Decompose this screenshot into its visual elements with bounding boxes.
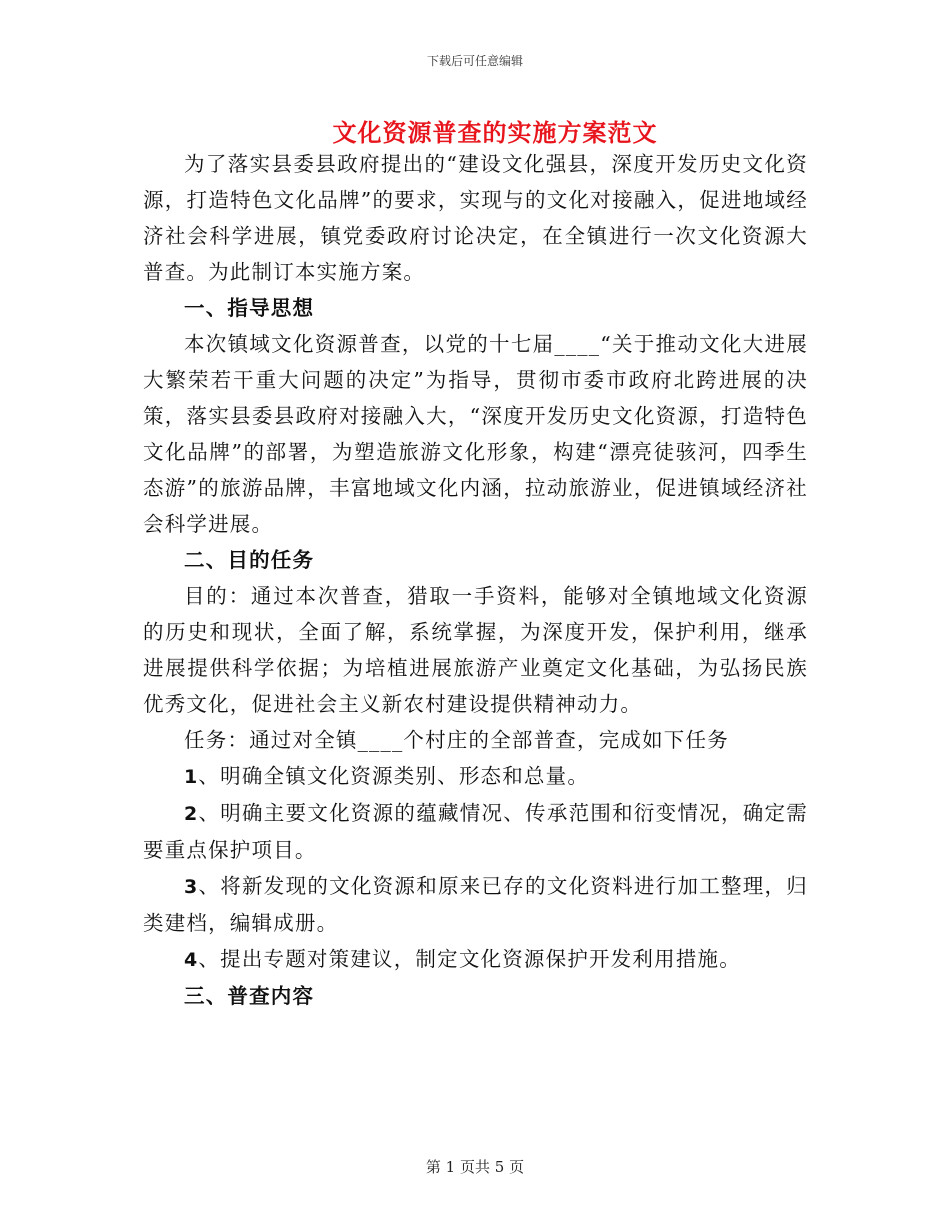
section-heading-guiding-ideology: 一、指导思想 [184, 296, 315, 320]
task-item-text: 、明确全镇文化资源类别、形态和总量。 [198, 764, 590, 788]
page-header: 下载后可任意编辑 [426, 54, 523, 68]
document-body [143, 146, 808, 1014]
page-footer: 第 1 页共 5 页 [425, 1158, 525, 1176]
task-item-number: 4 [184, 949, 199, 971]
guiding-ideology-paragraph: 本次镇域文化资源普查，以党的十七届____“关于推动文化大进展大繁荣若干重大问题的决定”为指导，贯彻市委市政府北跨进展的决策，落实县委县政府对接融入大，“深度开发历史文化资源，打造特色文化品牌”的部署，为塑造旅游文化形象，构建“漂亮徒骇河，四季生态游”的旅游品牌，丰富地域文化内涵，拉动旅游业，促进镇域经济社会科学进展。 [143, 332, 808, 536]
task-item-4 [143, 941, 808, 978]
section-heading-survey-content: 三、普查内容 [184, 984, 315, 1008]
tasks-paragraph: 任务：通过对全镇____个村庄的全部普查，完成如下任务 [184, 728, 729, 752]
task-item-number: 2 [184, 803, 199, 825]
task-item-text: 、将新发现的文化资源和原来已存的文化资料进行加工整理，归类建档，编辑成册。 [143, 874, 808, 935]
document-title: 文化资源普查的实施方案范文 [332, 118, 658, 147]
task-item-2 [143, 795, 808, 868]
task-item-number: 1 [184, 766, 199, 788]
section-heading-goals-tasks: 二、目的任务 [184, 548, 315, 572]
task-item-3 [143, 868, 808, 941]
task-item-1 [143, 758, 808, 795]
task-item-text: 、明确主要文化资源的蕴藏情况、传承范围和衍变情况，确定需要重点保护项目。 [143, 801, 808, 862]
task-item-number: 3 [184, 876, 199, 898]
goals-paragraph: 目的：通过本次普查，猎取一手资料，能够对全镇地域文化资源的历史和现状，全面了解，系统掌握，为深度开发，保护利用，继承进展提供科学依据；为培植进展旅游产业奠定文化基础，为弘扬民族优秀文化，促进社会主义新农村建设提供精神动力。 [143, 584, 808, 716]
task-item-text: 、提出专题对策建议，制定文化资源保护开发利用措施。 [198, 947, 741, 971]
intro-paragraph: 为了落实县委县政府提出的“建设文化强县，深度开发历史文化资源，打造特色文化品牌”的要求，实现与的文化对接融入，促进地域经济社会科学进展，镇党委政府讨论决定，在全镇进行一次文化资源大普查。为此制订本实施方案。 [143, 152, 808, 284]
